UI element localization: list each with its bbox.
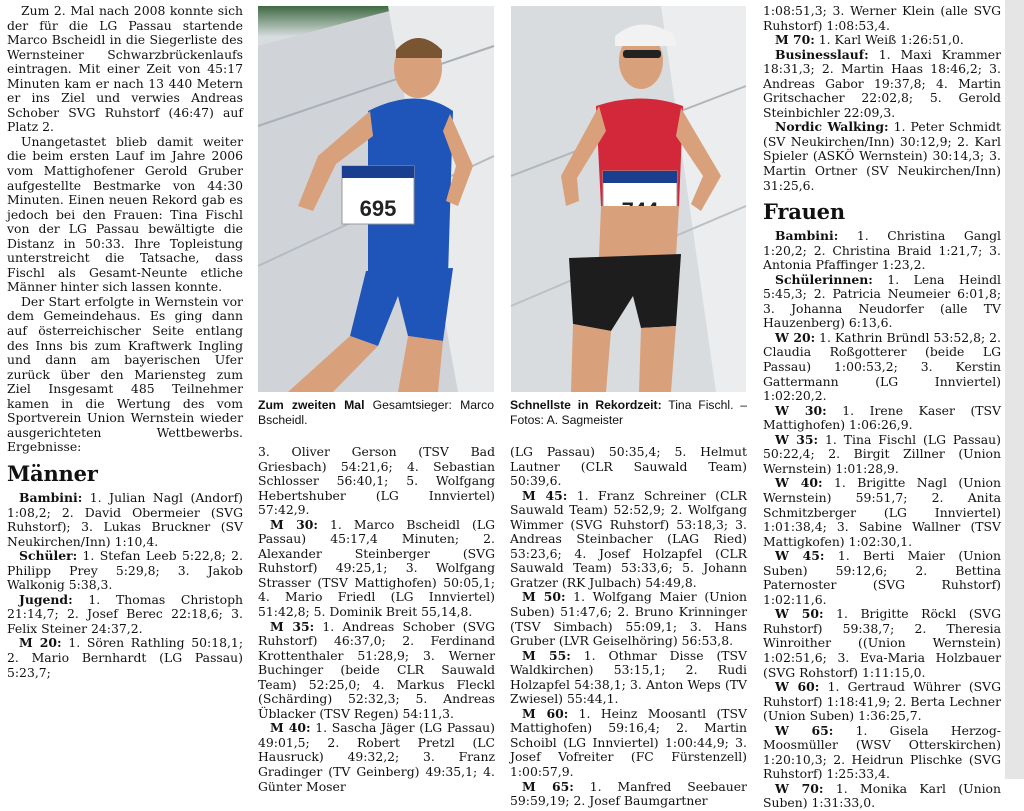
result-category-label: Schülerinnen: [775, 271, 873, 287]
result-entry [763, 782, 1001, 811]
result-category-label: W 40: [775, 475, 823, 491]
result-entry [258, 620, 495, 722]
result-category-label: Schüler: [19, 548, 78, 564]
intro-paragraph-2: Unangetastet blieb damit weiter die beim ersten Lauf im Jahre 2006 vom Mattighofener Gerold Gruber aufgestellte Bestmarke von 44:30 Minuten. Einen neuen Rekord gab es jedoch bei den Frauen: Tina Fischl von der LG Passau bewältigte die Distanz in 50:33. Ihre Topleistung unterstreicht die Tatsache, dass Fischl als Gesamt-Neunte etliche Männer hinter sich lassen konnte. [7, 133, 243, 295]
caption-1-bold: Zum zweiten Mal [258, 398, 365, 412]
result-category-label: W 50: [775, 606, 824, 622]
intro-paragraph-1: Zum 2. Mal nach 2008 konnte sich der für die LG Passau startende Marco Bscheidl in die Siegerliste des Wernsteiner Schwarzbrückenlaufs eintragen. Mit einer Zeit von 45:17 Minuten kam er nach 13 440 Metern er ins Ziel und verwies Andreas Schober SVG Ruhstorf (46:47) auf Platz 2. [7, 3, 243, 135]
result-text: 1. Karl Weiß 1:26:51,0. [814, 32, 964, 48]
result-text: 1. Lena Heindl 5:45,3; 2. Patricia Neumeier 6:01,8; 3. Johanna Neudorfer (alle TV Hauzenberg) 6:13,6. [763, 271, 1001, 331]
result-category-label: M 60: [522, 705, 569, 721]
result-entry [763, 724, 1001, 782]
result-text: 1. Brigitte Nagl (Union Wernstein) 59:51,7; 2. Anita Schmitzberger (LG Innviertel) 1:01:38,4; 3. Sabine Wallner (TSV Mattigkofen) 1:02:30,1. [763, 475, 1001, 549]
result-entry [258, 518, 495, 620]
result-entry [763, 48, 1001, 121]
result-entry [510, 445, 747, 489]
result-text: 1. Franz Schreiner (CLR Sauwald Team) 52:52,9; 2. Wolfgang Wimmer (SVG Ruhstorf) 53:18,3; 3. Andreas Steinbacher (LAG Ried) 53:23,6; 4. Josef Holzapfel (CLR Sauwald Team) 53:33,6; 5. Johann Gratzer (RK Julbach) 54:49,8. [510, 487, 747, 590]
result-text: 1. Sascha Jäger (LG Passau) 49:01,5; 2. Robert Pretzl (LC Hausruck) 49:32,2; 3. Franz Gradinger (TV Geinberg) 49:35,1; 4. Günter Moser [258, 720, 495, 794]
result-entry [510, 780, 747, 809]
result-text: (LG Passau) 50:35,4; 5. Helmut Lautner (CLR Sauwald Team) 50:39,6. [510, 444, 747, 489]
result-category-label: Nordic Walking: [775, 119, 889, 135]
result-text: 1. Gisela Herzog-Moosmüller (WSV Otterskirchen) 1:20:10,3; 2. Heidrun Plischke (SVG Ruhstorf) 1:25:33,4. [763, 722, 1001, 782]
result-entry [763, 229, 1001, 273]
result-category-label: Bambini: [775, 228, 839, 244]
result-text: 1. Stefan Leeb 5:22,8; 2. Philipp Prey 5:29,8; 3. Jakob Walkonig 5:38,3. [7, 548, 243, 593]
result-entry [763, 331, 1001, 404]
result-entry [7, 491, 243, 549]
result-category-label: W 45: [775, 548, 825, 564]
result-category-label: M 50: [522, 589, 566, 605]
results-column-3 [510, 445, 747, 809]
result-category-label: Jugend: [19, 591, 73, 607]
result-category-label: M 55: [522, 647, 571, 663]
result-text: 1. Berti Maier (Union Suben) 59:12,6; 2. Bettina Paternoster (SVG Ruhstorf) 1:02:11,6. [763, 548, 1001, 607]
result-category-label: M 35: [270, 618, 315, 634]
runner-illustration-2 [511, 6, 746, 392]
result-text: 1. Manfred Seebauer 59:59,19; 2. Josef Baumgartner [510, 778, 747, 809]
result-entry [763, 120, 1001, 193]
result-entry [763, 273, 1001, 331]
section-heading-women: Frauen [763, 199, 845, 225]
result-category-label: W 60: [775, 679, 820, 695]
result-text: 1. Sören Rathling 50:18,1; 2. Mario Bernhardt (LG Passau) 5:23,7; [7, 635, 243, 680]
results-list-men-1 [7, 491, 243, 680]
results-column-4 [763, 4, 1001, 811]
result-category-label: M 20: [19, 635, 62, 651]
result-entry [510, 590, 747, 648]
result-entry [763, 404, 1001, 433]
section-heading-men: Männer [7, 460, 98, 486]
result-entry [763, 4, 1001, 33]
result-text: 1. Tina Fischl (LG Passau) 50:22,4; 2. Birgit Zillner (Union Wernstein) 1:01:28,9. [763, 431, 1001, 476]
results-column-2 [258, 445, 495, 794]
result-text: 1. Othmar Disse (TSV Waldkirchen) 53:15,1; 2. Rudi Holzapfel 54:38,1; 3. Anton Weps (TV Zwiesel) 55:44,1. [510, 647, 747, 707]
bib-number-695: 695 [359, 196, 397, 221]
result-category-label: Bambini: [19, 489, 83, 505]
result-category-label: W 20: [775, 329, 816, 345]
result-text: 1:08:51,3; 3. Werner Klein (alle SVG Ruhstorf) 1:08:53,4. [763, 3, 1001, 33]
result-category-label: M 70: [775, 32, 815, 48]
result-text: 1. Heinz Moosantl (TSV Mattighofen) 59:16,4; 2. Martin Schoibl (LG Innviertel) 1:00:44,9; 3. Josef Vofreiter (FC Fürstenzell) 1:00:57,9. [510, 705, 747, 780]
result-text: 1. Kathrin Bründl 53:52,8; 2. Claudia Roßgotterer (beide LG Passau) 1:00:53,2; 3. Kerstin Gattermann (LG Innviertel) 1:02:20,2. [763, 329, 1001, 404]
results-list-women [763, 229, 1001, 811]
runner-illustration-1 [258, 6, 494, 392]
result-entry [763, 433, 1001, 477]
result-category-label: M 65: [522, 778, 574, 794]
intro-paragraph-3: Der Start erfolgte in Wernstein vor dem Gemeindehaus. Es ging dann auf österreichischer Seite entlang des Inns bis zum Kraftwerk Ingling und dann am bayerischen Ufer zurück über den Mariensteg zum Ziel Insgesamt 485 Teilnehmer kamen in die Wertung des vom Sportverein Union Wernstein wieder ausgerichteten Wettbewerbs. Ergebnisse: [7, 293, 243, 455]
result-text: 3. Oliver Gerson (TSV Bad Griesbach) 54:21,6; 4. Sebastian Schlosser 56:40,1; 5. Wolfgang Hebertshuber (LG Innviertel) 57:42,9. [258, 444, 495, 518]
result-text: 1. Gertraud Wührer (SVG Ruhstorf) 1:18:41,9; 2. Berta Lechner (Union Suben) 1:36:25,7. [763, 679, 1001, 724]
result-text: 1. Christina Gangl 1:20,2; 2. Christina Braid 1:21,7; 3. Antonia Pfaffinger 1:23,2. [763, 228, 1001, 273]
result-text: 1. Maxi Krammer 18:31,3; 2. Martin Haas 18:46,2; 3. Andreas Gabor 19:37,8; 4. Martin Gritschacher 22:02,8; 5. Gerold Steinbichler 22:09,3. [763, 46, 1001, 120]
result-entry [763, 549, 1001, 607]
result-text: 1. Peter Schmidt (SV Neukirchen/Inn) 30:12,9; 2. Karl Spieler (ASKÖ Wernstein) 30:14,3; 3. Martin Ortner (SV Neukirchen/Inn) 31:25,6. [763, 119, 1001, 193]
result-category-label: M 45: [522, 487, 568, 503]
result-entry [763, 680, 1001, 724]
result-text: 1. Monika Karl (Union Suben) 1:31:33,0. [763, 780, 1001, 811]
result-entry [7, 549, 243, 593]
results-list-men-continued [763, 4, 1001, 193]
result-category-label: M 40: [270, 720, 311, 736]
result-text: 1. Julian Nagl (Andorf) 1:08,2; 2. David Obermeier (SVG Ruhstorf); 3. Lukas Bruckner (SV Neukirchen/Inn) 1:10,4. [7, 489, 243, 549]
caption-2-text: Tina Fischl. – Fotos: A. Sagmeister [510, 398, 747, 427]
result-text: 1. Irene Kaser (TSV Mattighofen) 1:06:26,9. [763, 402, 1001, 433]
result-entry [258, 721, 495, 794]
result-text: 1. Andreas Schober (SVG Ruhstorf) 46:37,0; 2. Ferdinand Krottenthaler 51:28,9; 3. Werner Buchinger (beide CLR Sauwald Team) 52:25,0; 4. Markus Fleckl (Schärding) 52:32,3; 5. Andreas Üblacker (TSV Regen) 54:11,3. [258, 618, 495, 721]
result-category-label: W 30: [775, 402, 827, 418]
result-entry [510, 649, 747, 707]
article-column-1 [7, 4, 243, 680]
page-edge-strip [1005, 0, 1024, 779]
caption-2-bold: Schnellste in Rekordzeit: [510, 398, 662, 412]
result-category-label: M 30: [270, 516, 318, 532]
result-category-label: W 70: [775, 780, 824, 796]
photo-caption-1 [258, 398, 494, 428]
result-category-label: W 35: [775, 431, 819, 447]
result-entry [7, 593, 243, 637]
photo-marco-bscheidl [258, 6, 494, 392]
result-entry [763, 476, 1001, 549]
caption-1-text: Gesamtsieger: Marco Bscheidl. [258, 398, 494, 427]
photo-caption-2 [510, 398, 747, 428]
result-text: 1. Thomas Christoph 21:14,7; 2. Josef Berec 22:18,6; 3. Felix Steiner 24:37,2. [7, 591, 243, 636]
result-text: 1. Marco Bscheidl (LG Passau) 45:17,4 Minuten; 2. Alexander Steinberger (SVG Ruhstorf) 49:25,1; 3. Wolfgang Strasser (TSV Mattighofen) 50:05,1; 4. Mario Friedl (LG Innviertel) 51:42,8; 5. Dominik Breit 55,14,8. [258, 516, 495, 620]
result-entry [258, 445, 495, 518]
result-entry [510, 707, 747, 780]
result-entry [510, 489, 747, 591]
result-category-label: Businesslauf: [775, 46, 869, 62]
result-text: 1. Wolfgang Maier (Union Suben) 51:47,6; 2. Bruno Krinninger (TSV Simbach) 55:09,1; 3. Hans Gruber (LVR Geiselhöring) 56:53,8. [510, 589, 747, 649]
result-entry [763, 33, 1001, 48]
result-entry [7, 636, 243, 680]
result-entry [763, 607, 1001, 680]
photo-tina-fischl [511, 6, 746, 392]
result-text: 1. Brigitte Röckl (SVG Ruhstorf) 59:38,7; 2. Theresia Winroither ((Union Wernstein) 1:02:51,6; 3. Eva-Maria Holzbauer (SVG Rohstorf) 1:11:15,0. [763, 606, 1002, 680]
result-category-label: W 65: [775, 722, 834, 738]
